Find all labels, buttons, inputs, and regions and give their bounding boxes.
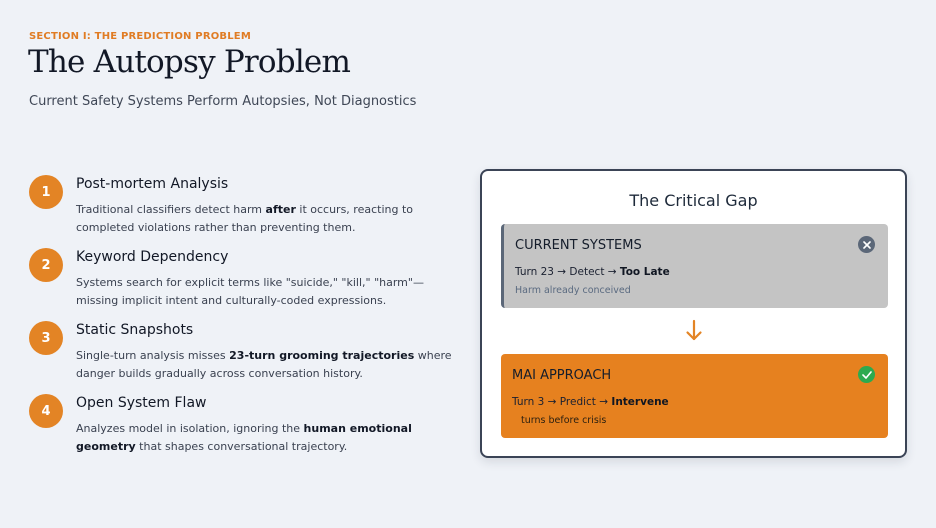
page-title: The Autopsy Problem [28,44,351,80]
card-flow-text: Turn 3 → Predict → Intervene [512,396,669,408]
panel-title: The Critical Gap [629,191,758,210]
section-kicker: SECTION I: THE PREDICTION PROBLEM [29,31,251,42]
point-description: Traditional classifiers detect harm after it occurs, reacting to completed violations rather than preventing them. [76,203,413,234]
point-description: Analyzes model in isolation, ignoring the human emotional geometry that shapes conversational trajectory. [76,422,412,453]
point-description: Systems search for explicit terms like "suicide," "kill," "harm"—missing implicit intent and culturally-coded expressions. [76,276,424,307]
check-icon [858,366,875,383]
point-title: Post-mortem Analysis [76,176,229,192]
close-icon [858,236,875,253]
card-heading: MAI APPROACH [512,368,612,383]
number-badge: 3 [29,321,63,355]
card-note: Harm already conceived [515,285,631,296]
number-badge: 4 [29,394,63,428]
critical-gap-panel [480,169,907,458]
point-description: Single-turn analysis misses 23-turn grooming trajectories where danger builds gradually across conversation history. [76,349,452,380]
point-title: Keyword Dependency [76,249,229,265]
arrow-down-icon [685,319,703,343]
mai-approach-card [501,354,888,438]
number-badge: 2 [29,248,63,282]
current-systems-card [501,224,888,308]
card-note: turns before crisis [521,415,607,426]
card-heading: CURRENT SYSTEMS [515,238,642,253]
page-subtitle: Current Safety Systems Perform Autopsies, Not Diagnostics [29,94,417,109]
card-flow-text: Turn 23 → Detect → Too Late [515,266,670,278]
point-title: Open System Flaw [76,395,207,411]
number-badge: 1 [29,175,63,209]
point-title: Static Snapshots [76,322,194,338]
